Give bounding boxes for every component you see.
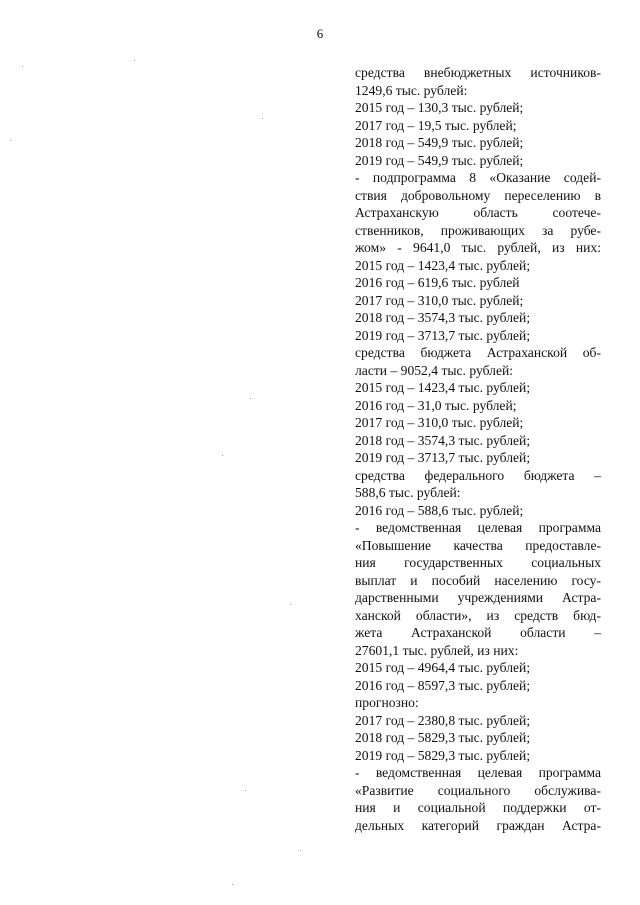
speck <box>134 60 135 61</box>
text-line: «Повышение качества предоставле- <box>355 537 601 553</box>
text-line: ния государственных социальных <box>355 555 601 570</box>
text-line: 2015 год – 1423,4 тыс. рублей; <box>355 257 531 273</box>
speck <box>245 790 246 791</box>
text-line: 2017 год – 2380,8 тыс. рублей; <box>355 712 531 728</box>
text-line: 2019 год – 549,9 тыс. рублей; <box>355 152 524 168</box>
text-line: ния и социальной поддержки от- <box>355 800 601 815</box>
speck <box>250 398 251 399</box>
speck <box>232 884 233 885</box>
speck <box>290 604 291 605</box>
text-line: 2015 год – 1423,4 тыс. рублей; <box>355 380 531 395</box>
text-line: - ведомственная целевая программа <box>355 520 601 535</box>
speck <box>222 455 223 456</box>
text-line: 2018 год – 3574,3 тыс. рублей; <box>355 310 531 325</box>
text-line: «Развитие социального обслужива- <box>355 782 601 798</box>
text-line: дарственными учреждениями Астра- <box>355 590 601 605</box>
text-line: ханской области», из средств бюд- <box>355 607 601 623</box>
text-line: Астраханскую область соотече- <box>355 205 601 220</box>
text-line: 2018 год – 3574,3 тыс. рублей; <box>355 432 531 448</box>
text-line: 2019 год – 3713,7 тыс. рублей; <box>355 450 531 465</box>
text-line: ласти – 9052,4 тыс. рублей: <box>355 362 514 378</box>
text-line: средства внебюджетных источников- <box>355 65 601 80</box>
speck <box>300 850 301 851</box>
text-line: дельных категорий граждан Астра- <box>355 817 601 833</box>
text-line: 2015 год – 4964,4 тыс. рублей; <box>355 660 531 675</box>
text-line: 2017 год – 19,5 тыс. рублей; <box>355 117 517 133</box>
text-line: средства бюджета Астраханской об- <box>355 345 601 360</box>
text-line: 2019 год – 5829,3 тыс. рублей; <box>355 747 531 763</box>
text-line: - подпрограмма 8 «Оказание содей- <box>355 170 601 185</box>
text-line: жета Астраханской области – <box>355 625 601 640</box>
text-line: прогнозно: <box>355 695 419 710</box>
text-line: 2016 год – 31,0 тыс. рублей; <box>355 397 517 413</box>
text-line: жом» - 9641,0 тыс. рублей, из них: <box>355 240 601 255</box>
text-line: 2016 год – 619,6 тыс. рублей <box>355 275 520 290</box>
text-line: 2017 год – 310,0 тыс. рублей; <box>355 292 524 308</box>
text-line: 2017 год – 310,0 тыс. рублей; <box>355 415 524 430</box>
speck <box>22 66 23 67</box>
text-line: 2018 год – 5829,3 тыс. рублей; <box>355 730 531 745</box>
text-line: 2018 год – 549,9 тыс. рублей; <box>355 135 524 150</box>
text-line: 27601,1 тыс. рублей, из них: <box>355 642 519 658</box>
text-line: - ведомственная целевая программа <box>355 765 601 780</box>
text-line: 1249,6 тыс. рублей: <box>355 82 468 98</box>
text-line: 2015 год – 130,3 тыс. рублей; <box>355 100 524 115</box>
text-line: выплат и пособий населению госу- <box>355 572 601 588</box>
text-column <box>355 64 601 834</box>
text-line: 588,6 тыс. рублей: <box>355 485 461 500</box>
text-line: ственников, проживающих за рубе- <box>355 222 601 238</box>
speck <box>10 140 11 141</box>
text-line: ствия добровольному переселению в <box>355 187 601 203</box>
text-line: 2019 год – 3713,7 тыс. рублей; <box>355 327 531 343</box>
text-line: 2016 год – 8597,3 тыс. рублей; <box>355 677 531 693</box>
text-line: 2016 год – 588,6 тыс. рублей; <box>355 502 524 518</box>
page-number: 6 <box>316 26 324 41</box>
speck <box>262 118 263 119</box>
text-line: средства федерального бюджета – <box>355 467 601 483</box>
